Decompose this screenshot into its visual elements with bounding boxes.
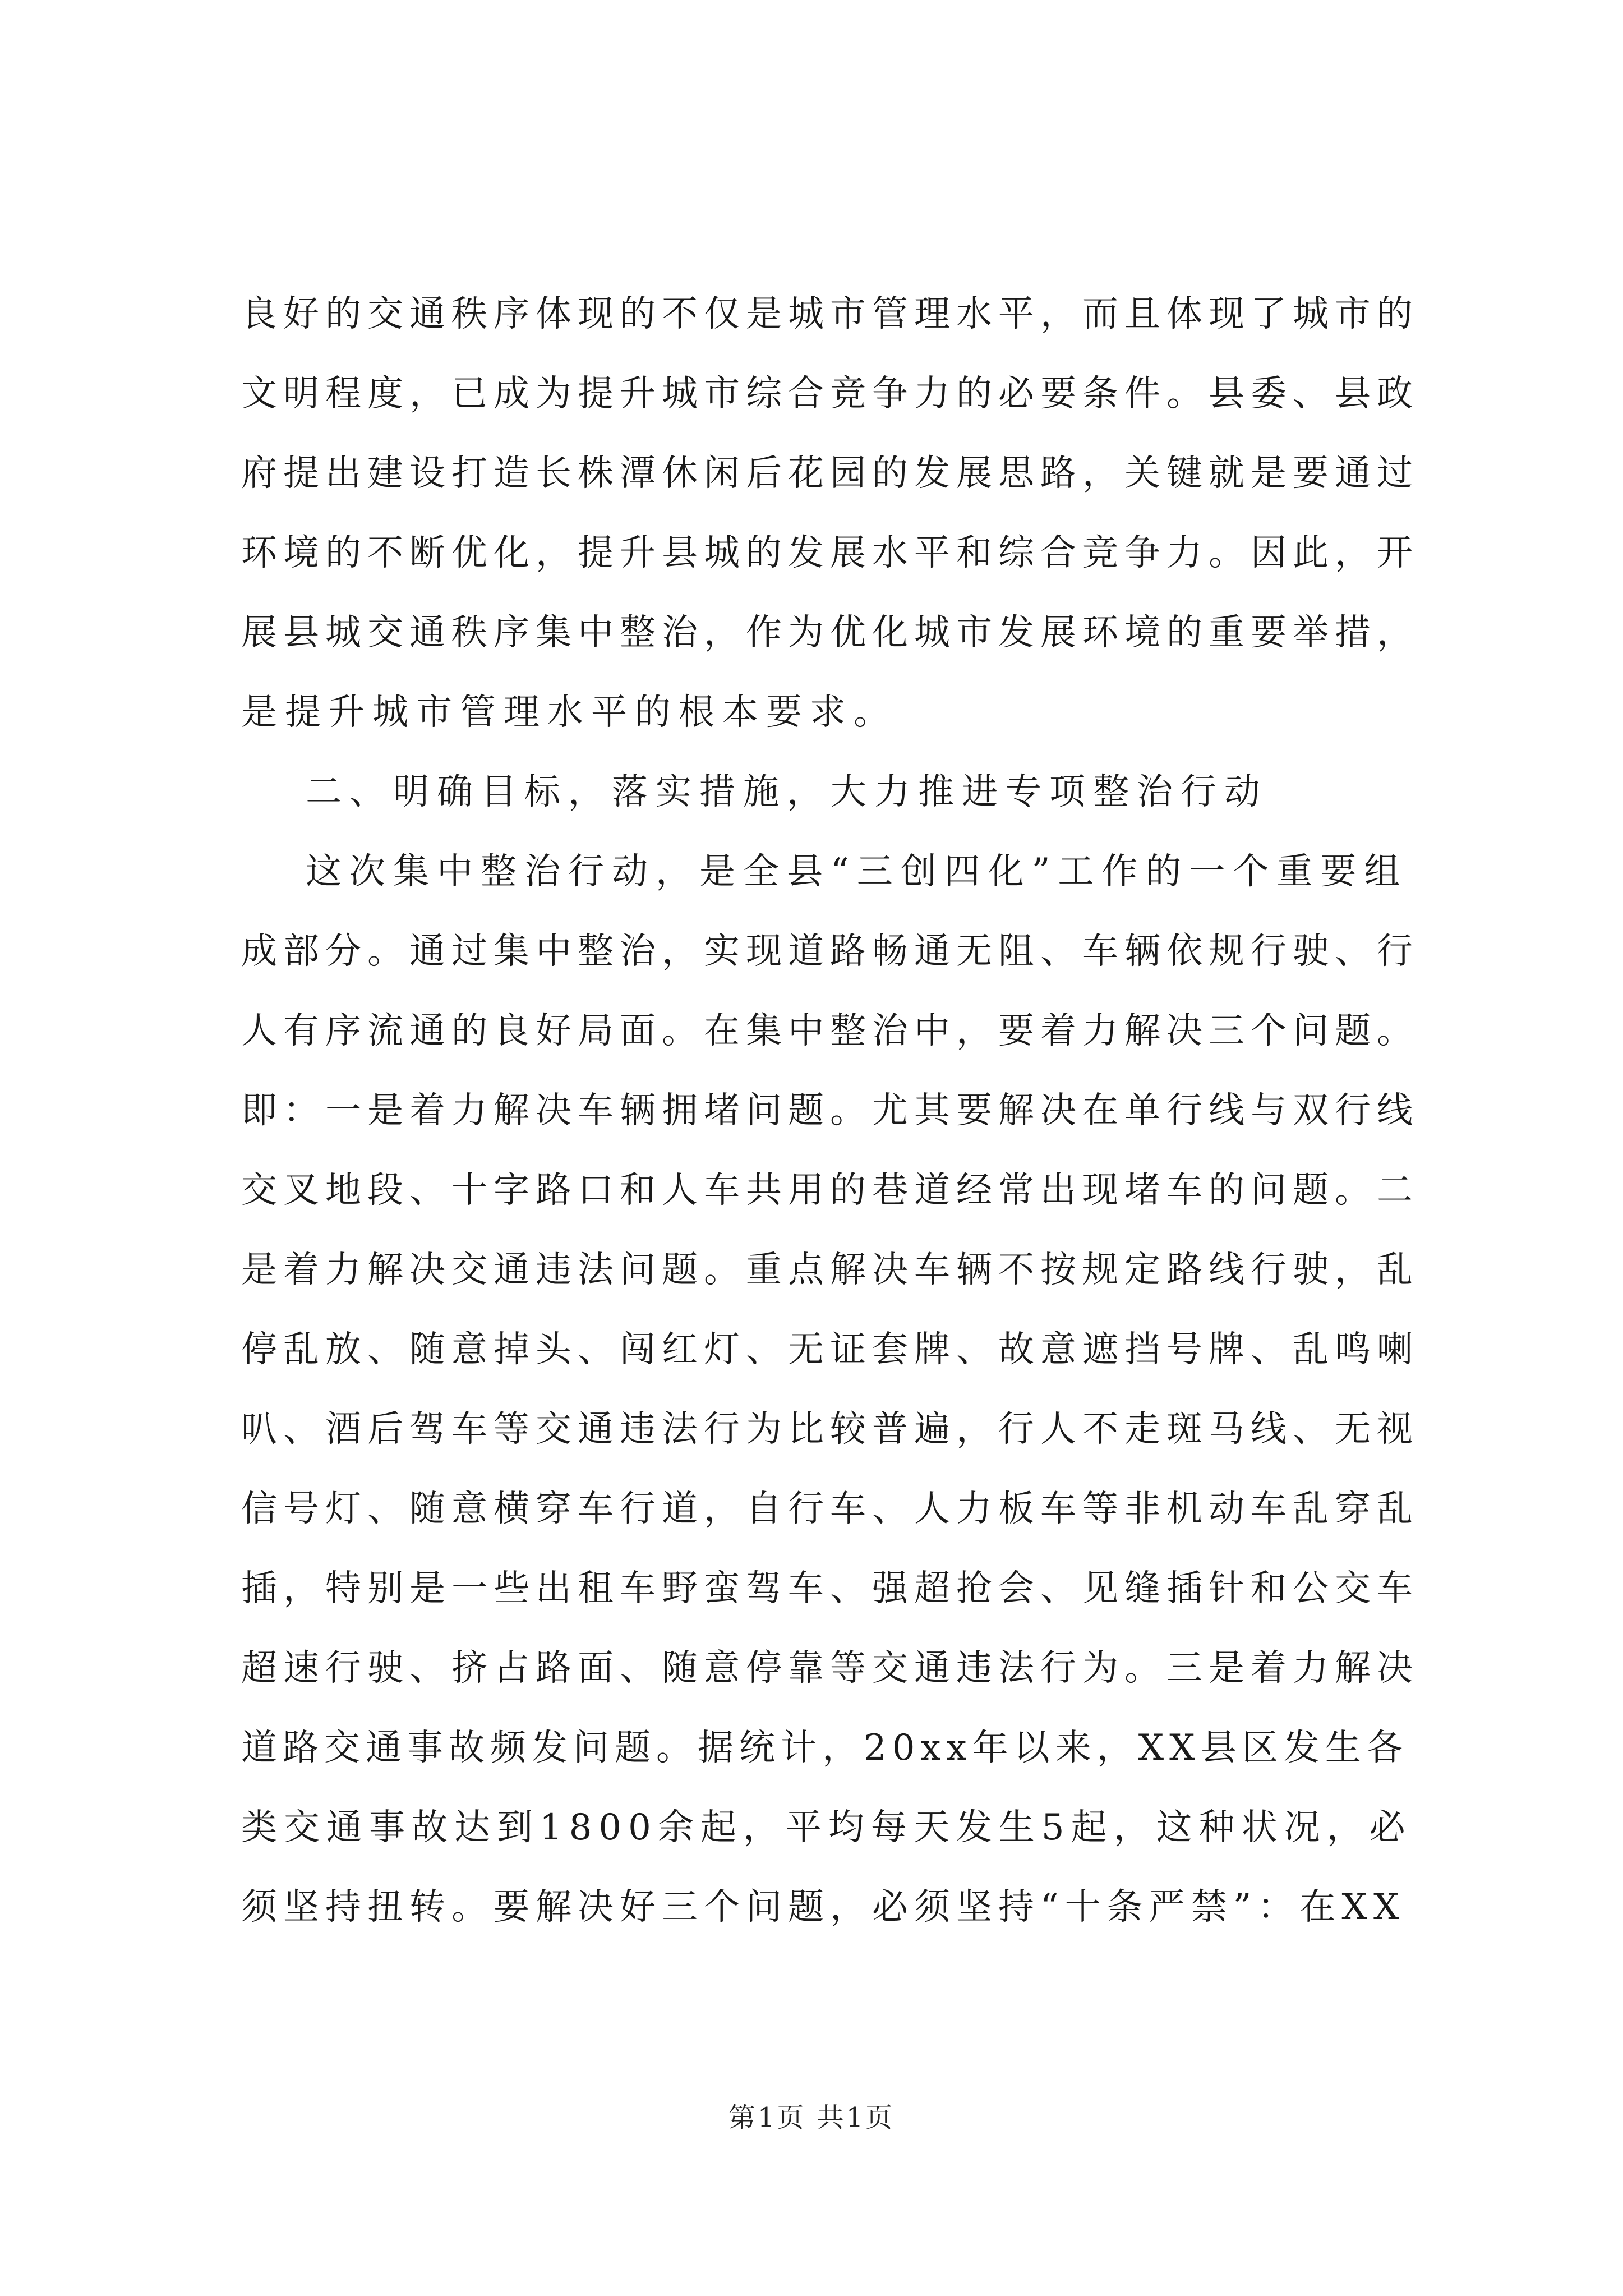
paragraph-line: 府提出建设打造长株潭休闲后花园的发展思路，关键就是要通过 [241, 453, 1419, 494]
paragraph-line: 人有序流通的良好局面。在集中整治中，要着力解决三个问题。 [241, 1010, 1419, 1052]
paragraph-line: 超速行驶、挤占路面、随意停靠等交通违法行为。三是着力解决 [241, 1648, 1419, 1689]
paragraph-line: 是提升城市管理水平的根本要求。 [241, 692, 897, 733]
paragraph-line: 文明程度，已成为提升城市综合竞争力的必要条件。县委、县政 [241, 373, 1419, 415]
section-heading: 二、明确目标，落实措施，大力推进专项整治行动 [306, 771, 1268, 813]
paragraph-line: 须坚持扭转。要解决好三个问题，必须坚持“十条严禁”：在XX [241, 1887, 1405, 1928]
paragraph-line: 这次集中整治行动，是全县“三创四化”工作的一个重要组 [306, 851, 1408, 892]
paragraph-line: 类交通事故达到1800余起，平均每天发生5起，这种状况，必 [241, 1807, 1412, 1848]
paragraph-line: 交叉地段、十字路口和人车共用的巷道经常出现堵车的问题。二 [241, 1170, 1419, 1211]
paragraph-line: 停乱放、随意掉头、闯红灯、无证套牌、故意遮挡号牌、乱鸣喇 [241, 1329, 1419, 1370]
paragraph-line: 插，特别是一些出租车野蛮驾车、强超抢会、见缝插针和公交车 [241, 1568, 1419, 1609]
paragraph-line: 展县城交通秩序集中整治，作为优化城市发展环境的重要举措， [241, 612, 1419, 654]
paragraph-line: 叭、酒后驾车等交通违法行为比较普遍，行人不走斑马线、无视 [241, 1409, 1419, 1450]
page-number-footer: 第1页 共1页 [728, 2102, 895, 2133]
paragraph-line: 道路交通事故频发问题。据统计，20xx年以来，XX县区发生各 [241, 1727, 1408, 1769]
paragraph-line: 环境的不断优化，提升县城的发展水平和综合竞争力。因此，开 [241, 532, 1419, 574]
paragraph-line: 良好的交通秩序体现的不仅是城市管理水平，而且体现了城市的 [241, 293, 1419, 335]
paragraph-line: 信号灯、随意横穿车行道，自行车、人力板车等非机动车乱穿乱 [241, 1488, 1419, 1530]
paragraph-line: 是着力解决交通违法问题。重点解决车辆不按规定路线行驶，乱 [241, 1249, 1419, 1291]
paragraph-line: 即：一是着力解决车辆拥堵问题。尤其要解决在单行线与双行线 [241, 1090, 1419, 1131]
paragraph-line: 成部分。通过集中整治，实现道路畅通无阻、车辆依规行驶、行 [241, 931, 1419, 972]
